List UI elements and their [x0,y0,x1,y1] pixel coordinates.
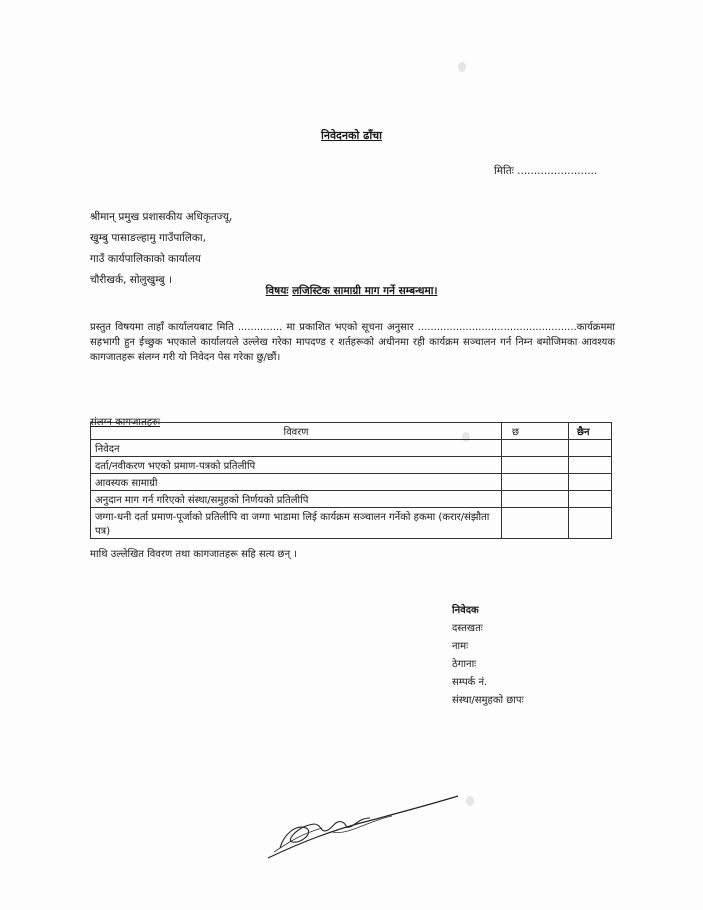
subject-label: विषयः [265,285,289,297]
column-header-yes: छ [502,423,569,440]
table-header-row [91,423,612,440]
row-no-cell [569,474,612,491]
table-row [91,491,612,508]
subject-text: लजिस्टिक सामाग्री माग गर्ने सम्बन्धमा। [292,285,438,297]
table-row [91,474,612,491]
row-no-cell [569,457,612,474]
row-yes-cell [502,474,569,491]
subject-line [0,284,703,298]
name-field-label: नामः [452,641,469,652]
addressee-line: चौरीखर्क, सोलुखुम्बु । [90,274,172,286]
column-header-no: छैन [569,423,612,440]
addressee-line: गाउँ कार्यपालिकाको कार्यालय [90,253,201,265]
row-yes-cell [502,508,569,539]
row-description: आवस्यक सामाग्री [91,474,502,491]
signature-field-label: दस्तखतः [452,623,483,634]
row-description: दर्ता/नवीकरण भएको प्रमाण-पत्रको प्रतिलीपि [91,457,502,474]
row-description: अनुदान माग गर्न गरिएको संस्था/समुहको निर्णयको प्रतिलीपि [91,491,502,508]
row-no-cell [569,440,612,457]
date-line: मितिः ........................ [494,165,598,177]
row-yes-cell [502,440,569,457]
address-field-label: ठेगानाः [452,659,477,670]
row-description: जग्गा-धनी दर्ता प्रमाण-पूर्जाको प्रतिलीपि वा जग्गा भाडामा लिई कार्यक्रम सञ्चालन गर्नेको हकमा (करार/संझौता पत्र) [91,508,502,539]
table-row [91,457,612,474]
contact-field-label: सम्पर्क नं. [452,677,488,688]
table-row [91,508,612,539]
attachments-table [90,422,612,539]
row-description: निवेदन [91,440,502,457]
body-paragraph: प्रस्तुत विषयमा ताहाँ कार्यालयबाट मिति .............. मा प्रकाशित भएको सूचना अनुसार ..................................................कार्यक्रममा सहभागी हुन ईच्छुक भएकाले कार्यालयले उल्लेख गरेका मापदण्ड र शर्तहरूको अधीनमा रही कार्यक्रम सञ्चालन गर्न निम्न बमोजिमका आवश्यक कागजातहरू संलग्न गरी यो निवेदन पेस गरेका छु/छौं। [90,322,615,363]
addressee-line: श्रीमान् प्रमुख प्रशासकीय अधिकृतज्यू, [90,211,233,223]
handwritten-signature [262,790,462,865]
declaration-note: माथि उल्लेखित विवरण तथा कागजातहरू सहि सत्य छन् । [90,549,298,560]
attachments-heading: संलग्न कागजातहरुः [90,417,160,428]
seal-field-label: संस्था/समुहको छापः [452,695,524,706]
scan-smudge [466,796,474,806]
row-no-cell [569,491,612,508]
row-yes-cell [502,457,569,474]
scan-smudge [458,62,466,72]
addressee-block [90,207,232,291]
column-header-description: विवरण [91,423,502,440]
table-row [91,440,612,457]
addressee-line: खुम्बु पासाङल्हामु गाउँपालिका, [90,232,206,244]
page-title: निवेदनको ढाँचा [320,129,383,142]
applicant-sign-block [452,602,524,710]
applicant-heading: निवेदक [452,605,479,616]
row-no-cell [569,508,612,539]
row-yes-cell [502,491,569,508]
